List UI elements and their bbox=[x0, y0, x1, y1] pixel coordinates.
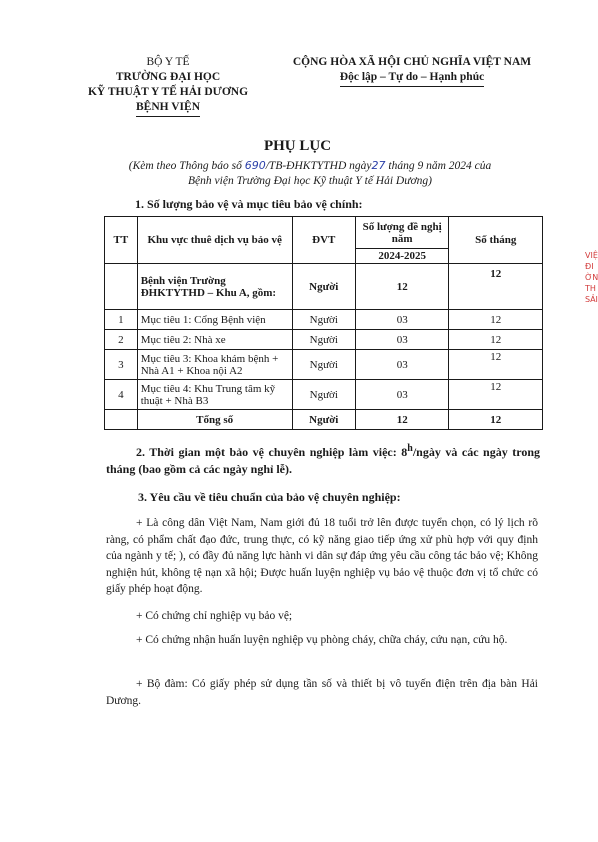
handwritten-number: 690 bbox=[244, 159, 266, 172]
subtitle-part3: tháng 9 năm 2024 của bbox=[385, 160, 492, 172]
unit-name: BỆNH VIỆN bbox=[136, 100, 200, 117]
requirement-paragraph: + Bộ đàm: Có giấy phép sử dụng tần số và thiết bị vô tuyến điện trên địa bàn Hải Dương. bbox=[106, 678, 538, 707]
header-unit: ĐVT bbox=[292, 217, 355, 264]
group-unit: Người bbox=[292, 264, 355, 310]
school-name-line1: TRƯỜNG ĐẠI HỌC bbox=[115, 71, 221, 83]
table-row: 2 Mục tiêu 2: Nhà xe Người 03 12 bbox=[105, 330, 543, 350]
security-table bbox=[104, 216, 543, 430]
section-1-heading: 1. Số lượng bảo vệ và mục tiêu bảo vệ chính: bbox=[135, 197, 363, 211]
total-unit: Người bbox=[292, 410, 355, 430]
header-tt: TT bbox=[105, 217, 138, 264]
subtitle-line2: Bệnh viện Trường Đại học Kỹ thuật Y tế Hải Dương) bbox=[188, 175, 432, 187]
section-2: 2. Thời gian một bảo vệ chuyên nghiệp làm việc: 8$^h$/ngày và các ngày trong tháng (bao gồm cả các ngày nghỉ lễ). bbox=[106, 443, 540, 476]
group-qty: 12 bbox=[355, 264, 449, 310]
table-row: 3 Mục tiêu 3: Khoa khám bệnh + Nhà A1 + Khoa nội A2 Người 03 12 bbox=[105, 350, 543, 380]
national-motto: Độc lập – Tự do – Hạnh phúc bbox=[340, 70, 484, 87]
requirement-paragraph: + Có chứng chỉ nghiệp vụ bảo vệ; bbox=[136, 610, 293, 622]
header-qty: Số lượng đề nghị năm bbox=[355, 217, 449, 249]
header-left bbox=[68, 55, 268, 117]
page-title: PHỤ LỤC bbox=[263, 138, 332, 154]
total-qty: 12 bbox=[355, 410, 449, 430]
school-name-line2: KỸ THUẬT Y TẾ HẢI DƯƠNG bbox=[87, 86, 249, 98]
header-right bbox=[262, 55, 562, 87]
subtitle-part2: /TB-ĐHKTYTHD ngày bbox=[265, 160, 372, 172]
group-months: 12 bbox=[449, 264, 543, 310]
table-row-group bbox=[105, 264, 543, 310]
section-3-heading: 3. Yêu cầu về tiêu chuẩn của bảo vệ chuyên nghiệp: bbox=[138, 490, 401, 504]
header-months: Số tháng bbox=[449, 217, 543, 264]
country-name: CỘNG HÒA XÃ HỘI CHỦ NGHĨA VIỆT NAM bbox=[292, 56, 532, 68]
subtitle bbox=[95, 158, 525, 189]
requirement-paragraph: + Là công dân Việt Nam, Nam giới đủ 18 tuổi trở lên được tuyển chọn, có lý lịch rõ ràng, có phẩm chất đạo đức, trung thực, có kỹ năng giao tiếp ứng xử phù hợp với quy định của ngành y tế; ), có đầy đủ năng lực hành vi dân sự đáp ứng yêu cầu công tác bảo vệ; Không nghiện hút, không tệ nạn xã hội; Được huấn luyện nghiệp vụ bảo vệ thuộc đơn vị tổ chức có giấy phép hoạt động. bbox=[106, 517, 538, 595]
header-year: 2024-2025 bbox=[355, 249, 449, 264]
table-row-total bbox=[105, 410, 543, 430]
table-row: 1 Mục tiêu 1: Cổng Bệnh viện Người 03 12 bbox=[105, 310, 543, 330]
stamp-fragment: VIỆ ĐI ỜN TH SẢI bbox=[585, 251, 598, 304]
total-months: 12 bbox=[449, 410, 543, 430]
total-label: Tổng số bbox=[137, 410, 292, 430]
handwritten-day: 27 bbox=[371, 159, 386, 172]
group-area: Bệnh viện Trường ĐHKTYTHD – Khu A, gồm: bbox=[137, 264, 292, 310]
table-row: 4 Mục tiêu 4: Khu Trung tâm kỹ thuật + Nhà B3 Người 03 12 bbox=[105, 380, 543, 410]
ministry-name: BỘ Y TẾ bbox=[146, 56, 190, 68]
header-area: Khu vực thuê dịch vụ bảo vệ bbox=[137, 217, 292, 264]
requirement-paragraph: + Có chứng nhận huấn luyện nghiệp vụ phòng cháy, chữa cháy, cứu nạn, cứu hộ. bbox=[136, 634, 508, 646]
subtitle-part1: (Kèm theo Thông báo số bbox=[128, 160, 245, 172]
